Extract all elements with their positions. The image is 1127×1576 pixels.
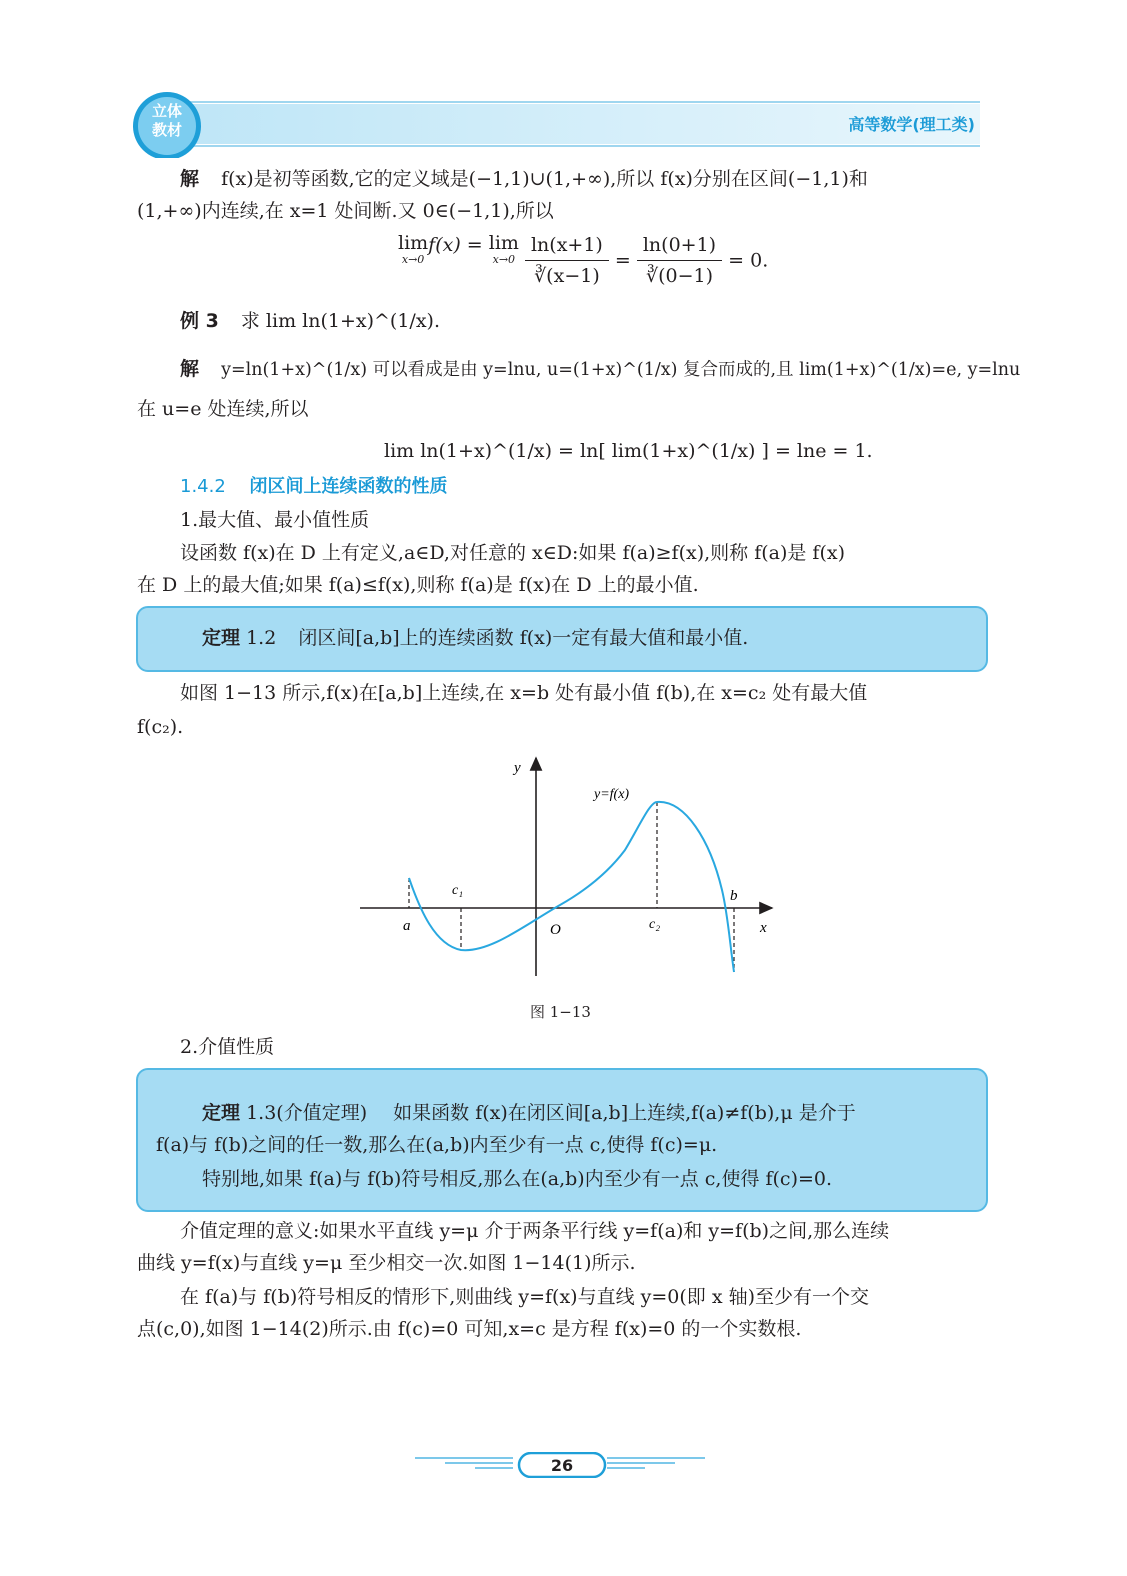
y-axis-label: y — [514, 760, 521, 776]
theorem-1-3-line-1 — [202, 1098, 856, 1128]
badge-line-1: 立体 — [151, 102, 182, 120]
solution-label: 解 — [180, 168, 200, 190]
curve-label: y=f(x) — [594, 787, 630, 802]
solution-2-line-1 — [180, 164, 868, 194]
section-heading — [180, 473, 448, 501]
fraction-2: $\frac{\ln(0+1)}{∛(0-1)}$ — [637, 232, 722, 289]
section-title: 闭区间上连续函数的性质 — [249, 476, 448, 497]
theorem-label: 定理 — [202, 627, 241, 649]
solution-2-line-2: (1,+∞)内连续,在 x=1 处间断.又 0∈(−1,1),所以 — [137, 200, 554, 222]
paragraph-2-line-2: 点(c,0),如图 1−14(2)所示.由 f(c)=0 可知,x=c 是方程 f(x)=0 的一个实数根. — [137, 1318, 802, 1340]
theorem-1-3-line-2: f(a)与 f(b)之间的任一数,那么在(a,b)内至少有一点 c,使得 f(c)=μ. — [156, 1134, 718, 1156]
solution-label: 解 — [180, 358, 200, 380]
paragraph-1-line-2: 曲线 y=f(x)与直线 y=μ 至少相交一次.如图 1−14(1)所示. — [137, 1252, 636, 1274]
theorem-label: 定理 — [202, 1102, 241, 1124]
header — [0, 88, 1127, 158]
equation-1: lim x→0 f(x) = lim x→0 $\frac{\ln(x+1)}{∛(x-1)}$ = $\frac{\ln(0+1)}{∛(0-1)}$ = 0. — [398, 232, 769, 287]
limit-operator: lim x→0 — [488, 232, 519, 266]
theorem-1-3-line-3: 特别地,如果 f(a)与 f(b)符号相反,那么在(a,b)内至少有一点 c,使得 f(c)=0. — [202, 1168, 833, 1190]
figure-description-line-2: f(c₂). — [137, 716, 184, 738]
figure-caption: 图 1−13 — [530, 1003, 591, 1021]
book-title: 高等数学(理工类) — [848, 115, 975, 134]
origin-label: O — [550, 922, 561, 938]
theorem-1-2-box — [136, 606, 988, 672]
example-3 — [180, 306, 440, 336]
solution-text: y=ln(1+x)^(1/x) 可以看成是由 y=lnu, u=(1+x)^(1/x) 复合而成的,且 lim(1+x)^(1/x)=e, y=lnu — [221, 360, 1021, 380]
definition-line-2: 在 D 上的最大值;如果 f(a)≤f(x),则称 f(a)是 f(x)在 D 上的最小值. — [137, 574, 699, 596]
equation-2: lim ln(1+x)^(1/x) = ln[ lim(1+x)^(1/x) ] = lne = 1. — [384, 440, 873, 462]
c2-label: c₂ — [649, 917, 661, 932]
theorem-number: 1.3(介值定理) — [246, 1102, 368, 1124]
theorem-text: 如果函数 f(x)在闭区间[a,b]上连续,f(a)≠f(b),μ 是介于 — [393, 1102, 856, 1124]
definition-line-1: 设函数 f(x)在 D 上有定义,a∈D,对任意的 x∈D:如果 f(a)≥f(x),则称 f(a)是 f(x) — [180, 542, 846, 564]
subsection-2-title: 2.介值性质 — [180, 1036, 275, 1058]
subsection-1-title: 1.最大值、最小值性质 — [180, 509, 370, 531]
theorem-1-3-box — [136, 1068, 988, 1212]
example-label: 例 3 — [180, 310, 219, 332]
page-number: 26 — [550, 1456, 574, 1475]
paragraph-2-line-1: 在 f(a)与 f(b)符号相反的情形下,则曲线 y=f(x)与直线 y=0(即 x 轴)至少有一个交 — [180, 1286, 869, 1308]
fraction-1: $\frac{\ln(x+1)}{∛(x-1)}$ — [525, 232, 609, 289]
theorem-1-2 — [202, 623, 748, 653]
section-number: 1.4.2 — [180, 476, 226, 497]
x-axis-label: x — [760, 920, 767, 936]
badge-line-2: 教材 — [151, 121, 182, 139]
limit-operator: lim x→0 — [398, 232, 429, 266]
solution-3-line-2: 在 u=e 处连续,所以 — [137, 398, 309, 420]
theorem-text: 闭区间[a,b]上的连续函数 f(x)一定有最大值和最小值. — [298, 627, 749, 649]
example-text: 求 lim ln(1+x)^(1/x). — [240, 310, 440, 332]
figure-description-line-1: 如图 1−13 所示,f(x)在[a,b]上连续,在 x=b 处有最小值 f(b),在 x=c₂ 处有最大值 — [180, 682, 868, 704]
b-label: b — [730, 888, 738, 904]
a-label: a — [403, 918, 411, 934]
header-badge — [133, 102, 201, 140]
theorem-number: 1.2 — [246, 627, 277, 649]
c1-label: c₁ — [452, 883, 464, 898]
paragraph-1-line-1: 介值定理的意义:如果水平直线 y=μ 介于两条平行线 y=f(a)和 y=f(b)之间,那么连续 — [180, 1220, 890, 1242]
solution-text: f(x)是初等函数,它的定义域是(−1,1)∪(1,+∞),所以 f(x)分别在区间(−1,1)和 — [221, 168, 868, 190]
figure-1-13 — [350, 750, 790, 990]
solution-3-line-1 — [180, 354, 1020, 385]
